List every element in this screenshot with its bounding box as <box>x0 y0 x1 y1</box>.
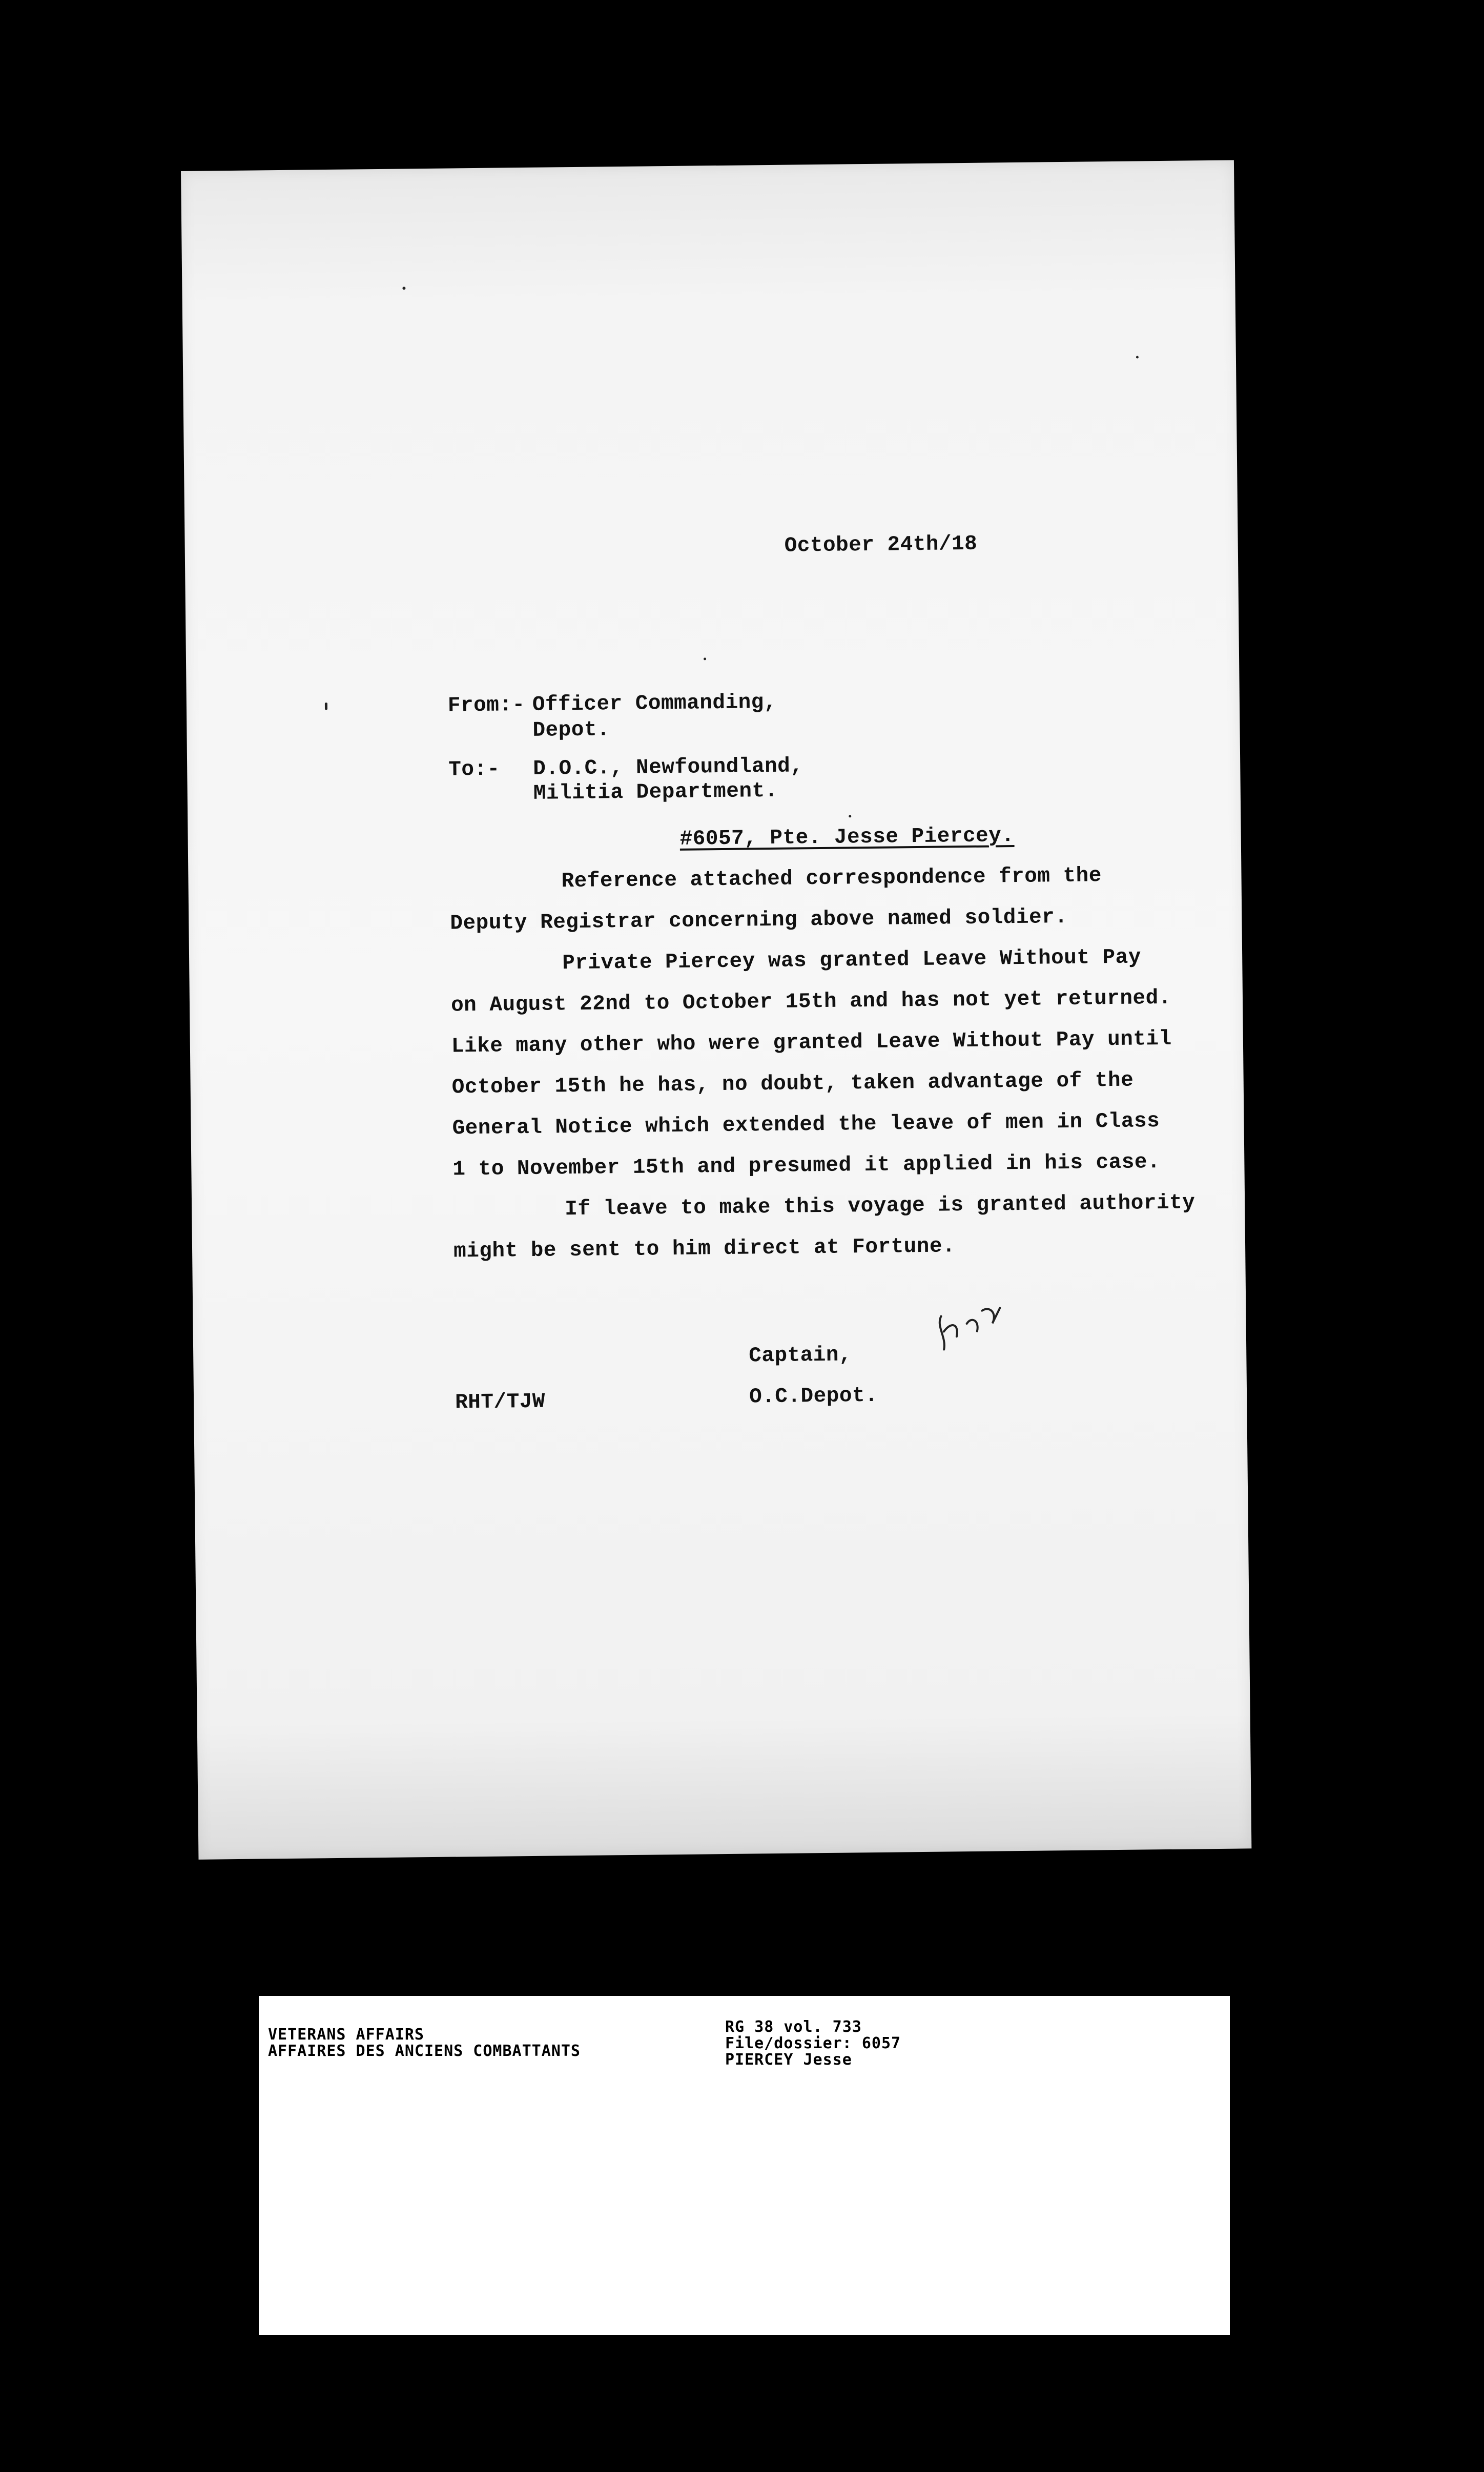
to-line-1: D.O.C., Newfoundland, <box>533 754 803 781</box>
letter-subject: #6057, Pte. Jesse Piercey. <box>679 824 1015 851</box>
letter-date: October 24th/18 <box>784 532 978 558</box>
archive-label-card <box>259 1996 1230 2335</box>
body-line-3: Private Piercey was granted Leave Without Pay <box>562 945 1142 976</box>
archive-label-left-line-2: AFFAIRES DES ANCIENS COMBATTANTS <box>268 2042 581 2060</box>
signature-office: O.C.Depot. <box>749 1384 878 1409</box>
from-line-1: Officer Commanding, <box>532 690 777 717</box>
paper-speck <box>849 815 851 817</box>
from-label: From:- <box>447 693 525 718</box>
to-line-2: Militia Department. <box>533 779 778 806</box>
body-line-6: October 15th he has, no doubt, taken advantage of the <box>451 1068 1134 1100</box>
body-line-8: 1 to November 15th and presumed it applied in his case. <box>452 1150 1161 1182</box>
archive-label-right-line-3: PIERCEY Jesse <box>725 2051 852 2069</box>
body-line-4: on August 22nd to October 15th and has not yet returned. <box>450 986 1172 1018</box>
paper-speck <box>1136 356 1139 358</box>
handwritten-initials-mark <box>931 1300 1013 1357</box>
signature-title: Captain, <box>749 1343 852 1368</box>
body-line-2: Deputy Registrar concerning above named soldier. <box>450 905 1068 936</box>
archive-label-right-line-1: RG 38 vol. 733 <box>725 2018 862 2036</box>
paper-speck <box>325 703 327 710</box>
archive-label-right-line-2: File/dossier: 6057 <box>725 2034 901 2052</box>
paper-speck <box>402 286 405 290</box>
letter-page <box>181 160 1251 1859</box>
to-label: To:- <box>448 757 500 782</box>
archive-label-left-line-1: VETERANS AFFAIRS <box>268 2026 424 2044</box>
reference-initials: RHT/TJW <box>455 1390 546 1415</box>
from-line-2: Depot. <box>532 718 610 743</box>
body-line-9: If leave to make this voyage is granted authority <box>565 1191 1196 1222</box>
body-line-7: General Notice which extended the leave of men in Class <box>452 1109 1160 1141</box>
body-line-1: Reference attached correspondence from the <box>561 864 1102 894</box>
paper-speck <box>704 657 706 660</box>
body-line-10: might be sent to him direct at Fortune. <box>453 1234 956 1264</box>
body-line-5: Like many other who were granted Leave Without Pay until <box>451 1027 1172 1059</box>
